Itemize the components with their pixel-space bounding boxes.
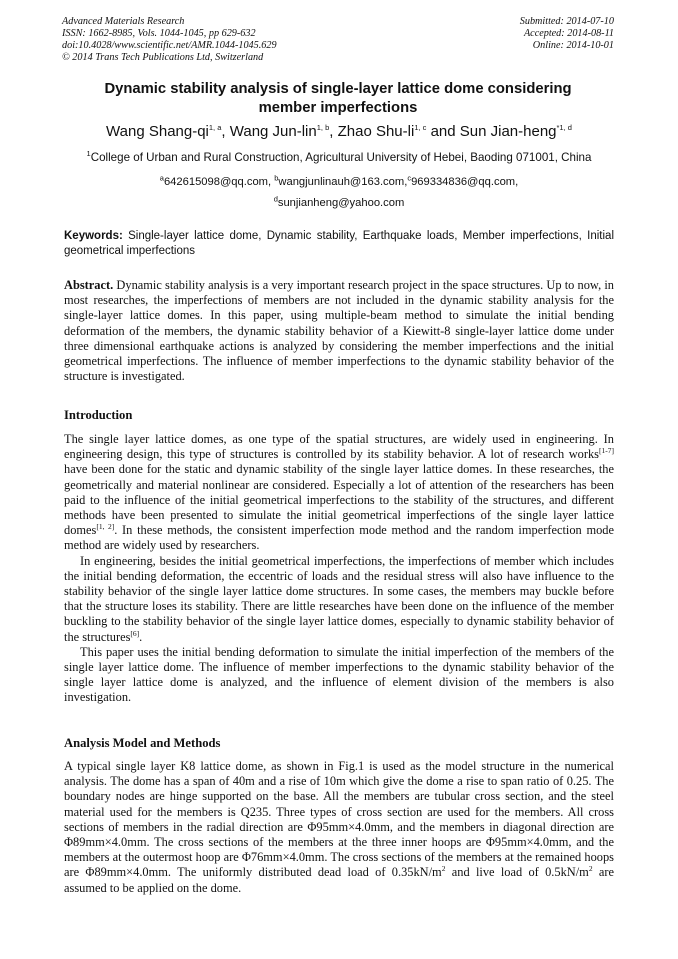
- keywords-text: Single-layer lattice dome, Dynamic stability, Earthquake loads, Member imperfections, Initial geometrical imperfections: [64, 230, 614, 257]
- methods-paragraph-1: A typical single layer K8 lattice dome, as shown in Fig.1 is used as the model structure in the numerical analysis. The dome has a span of 40m and a rise of 10m which give the dome a rise to span ratio of 0.25. The boundary nodes are hinge supported on the base. All the members are tubular cross section, and the steel material used for the members is Q235. Three types of cross section are used for the members. All cross sections of members in the radial direction are Φ95mm×4.0mm, and the members in diagonal direction are Φ89mm×4.0mm. The cross sections of the members at the three inner hoops are Φ95mm×4.0mm, and the members at the outermost hoop are Φ76mm×4.0mm. The cross sections of the members at the remained hoops are Φ89mm×4.0mm. The uniformly distributed dead load of $0.35kN/m^2$ and live load of $0.5kN/m^2$ are assumed to be applied on the dome.: [64, 759, 614, 895]
- email-c[interactable]: 969334836@qq.com,: [411, 176, 519, 188]
- journal-doi[interactable]: doi:10.4028/www.scientific.net/AMR.1044-1045.629: [62, 40, 277, 51]
- email-a[interactable]: 642615098@qq.com,: [163, 176, 272, 188]
- affiliation: [40, 150, 638, 166]
- methods-body: [64, 759, 614, 896]
- author-2: Wang Jun-lin: [229, 123, 317, 140]
- intro-paragraph-2: In engineering, besides the initial geometrical imperfections, the imperfections of member which includes the initial bending deformation, the eccentric of loads and the residual stress will also have influence to the stability behavior of the single layer lattice dome structures. In some cases, the members may buckle before that the structure loses its stability. There are little researches have been done on the influence of the member buckling to the stability behavior of the single layer lattice domes, especially to dynamic stability behavior of the structures[6].: [64, 553, 614, 644]
- title-line-2: member imperfections: [258, 100, 418, 116]
- paper-title: [62, 80, 614, 118]
- author-4-sup: *1, d: [556, 123, 572, 132]
- introduction-heading: Introduction: [64, 408, 133, 422]
- journal-copyright: © 2014 Trans Tech Publications Ltd, Switzerland: [62, 52, 264, 63]
- journal-issn: ISSN: 1662-8985, Vols. 1044-1045, pp 629-632: [62, 28, 256, 39]
- journal-header: [62, 16, 277, 64]
- email-line-1: $^a$642615098@qq.com, $^b$wangjunlinauh@163.com,$^c$969334836@qq.com,: [159, 173, 519, 188]
- author-3-sup: 1, c: [414, 123, 427, 132]
- online-date: Online: 2014-10-01: [532, 40, 614, 51]
- author-list: Wang Shang-qi$^{1, a}$, Wang Jun-lin$^{1, b}$, Zhao Shu-li$^{1, c}$ and Sun Jian-heng$^{*1, d}$: [106, 123, 572, 140]
- citation[interactable]: [6]: [130, 628, 140, 638]
- abstract-text: Dynamic stability analysis is a very important research project in the space structures. Up to now, in most researches, the imperfections of members are not included in the dynamic stability analysis for the single-layer lattice domes. In this paper, using multiple-beam method to simulate the initial bending deformation of the members, the dynamic stability behavior of a Kiewitt-8 single-layer lattice dome under three dimensional earthquake actions is analyzed by considering the member imperfections and the initial geometrical imperfections. The influence of member imperfections to the dynamic stability behavior of the structure is investigated.: [64, 278, 614, 384]
- affiliation-sup: 1: [86, 149, 91, 159]
- author-1-sup: 1, a: [208, 123, 222, 132]
- journal-name: Advanced Materials Research: [62, 16, 185, 27]
- author-2-sup: 1, b: [316, 123, 330, 132]
- affiliation-text: College of Urban and Rural Construction, Agricultural University of Hebei, Baoding 071001, China: [90, 151, 592, 164]
- submitted-date: Submitted: 2014-07-10: [519, 16, 614, 27]
- keywords: [64, 229, 614, 259]
- email-list: [40, 172, 638, 214]
- email-d[interactable]: sunjianheng@yahoo.com: [277, 197, 405, 209]
- email-b[interactable]: wangjunlinauh@163.com,: [278, 176, 408, 188]
- intro-paragraph-3: This paper uses the initial bending deformation to simulate the initial imperfection of the members of the single layer lattice dome. The influence of member imperfections to the dynamic stability behavior of the single layer lattice dome is analyzed, and the influence of element division of the members is also investigation.: [64, 644, 614, 705]
- citation[interactable]: [1-7]: [599, 446, 614, 456]
- dates-header: [520, 16, 614, 52]
- title-line-1: Dynamic stability analysis of single-layer lattice dome considering: [104, 81, 572, 97]
- abstract: [64, 278, 614, 384]
- abstract-label: Abstract.: [64, 278, 114, 292]
- email-line-2: $^d$sunjianheng@yahoo.com: [273, 194, 405, 209]
- intro-paragraph-1: The single layer lattice domes, as one type of the spatial structures, are widely used in engineering. In engineering design, this type of structures is controlled by its stability behavior. A lot of research works[1-7] have been done for the static and dynamic stability of the single layer lattice domes. In these researches, the geometrically and material nonlinear are considered. Especially a lot of attention of the researchers has been paid to the influence of the initial geometrical imperfections to the stability of the structures, and different methods have been presented to simulate the initial geometrical imperfections of the single layer lattice domes[1, 2]. In these methods, the consistent imperfection mode method and the random imperfection mode method are widely used by researchers.: [64, 432, 614, 553]
- author-1: Wang Shang-qi: [106, 123, 209, 140]
- accepted-date: Accepted: 2014-08-11: [523, 28, 614, 39]
- keywords-label: Keywords:: [64, 230, 123, 242]
- author-4: and Sun Jian-heng: [430, 123, 557, 140]
- citation[interactable]: [1, 2]: [96, 522, 115, 532]
- author-3: Zhao Shu-li: [337, 123, 415, 140]
- introduction-body: [64, 432, 614, 706]
- methods-heading: Analysis Model and Methods: [64, 736, 221, 750]
